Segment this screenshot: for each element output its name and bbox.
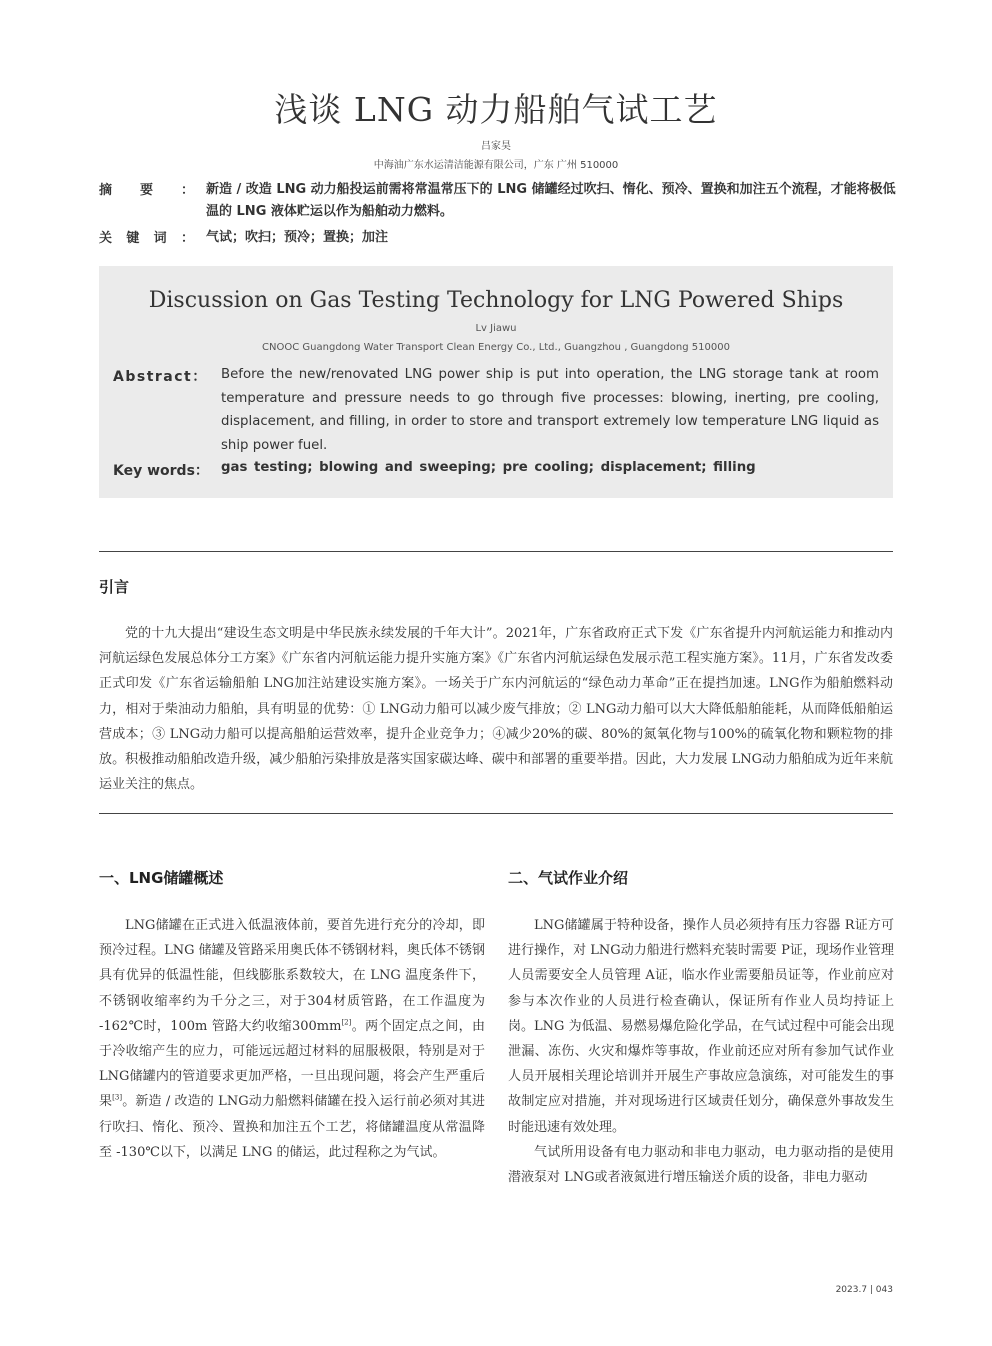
section2-paragraph-1: LNG储罐属于特种设备，操作人员必须持有压力容器 R证方可进行操作，对 LNG动力船进行燃料充装时需要 P证，现场作业管理人员需要安全人员管理 A证，临水作业需要船员证等，作业前应对参与本次作业的人员进行检查确认，保证所有作业人员均持证上岗。LNG 为低温、易燃易爆危险化学品，在气试过程中可能会出现泄漏、冻伤、火灾和爆炸等事故，作业前还应对所有参加气试作业人员开展相关理论培训并开展生产事故应急演练，对可能发生的事故制定应对措施，并对现场进行区域责任划分，确保意外事故发生时能迅速有效处理。 — [508, 918, 894, 1135]
section2-paragraph-2: 气试所用设备有电力驱动和非电力驱动，电力驱动指的是使用潜液泵对 LNG或者液氮进行增压输送介质的设备，非电力驱动 — [508, 1144, 894, 1186]
abstract-label: 摘 要 ： — [99, 183, 194, 198]
english-affiliation: CNOOC Guangdong Water Transport Clean Energy Co., Ltd., Guangzhou , Guangdong 510000 — [262, 342, 730, 353]
english-keywords-label: Key words： — [113, 463, 209, 479]
intro-paragraph: 党的十九大提出“建设生态文明是中华民族永续发展的千年大计”。2021年，广东省政府正式下发《广东省提升内河航运能力和推动内河航运绿色发展总体分工方案》《广东省内河航运能力提升实施方案》《广东省内河航运绿色发展示范工程实施方案》。11月，广东省发改委正式印发《广东省运输船舶 LNG加注站建设实施方案》。一场关于广东内河航运的“绿色动力革命”正在提挡加速。LNG作为船舶燃料动力，相对于柴油动力船舶，具有明显的优势：① LNG动力船可以减少废气排放；② LNG动力船可以大大降低船舶能耗，从而降低船舶运营成本；③ LNG动力船可以提高船舶运营效率，提升企业竞争力；④减少20%的碳、80%的氮氧化物与100%的硫氧化物和颗粒物的排放。积极推动船舶改造升级，减少船舶污染排放是落实国家碳达峰、碳中和部署的重要举措。因此，大力发展 LNG动力船舶成为近年来航运业关注的焦点。 — [99, 626, 893, 793]
citation-3: [3] — [112, 1094, 123, 1103]
author-affiliation: 中海油广东水运清洁能源有限公司，广东 广州 510000 — [373, 160, 619, 171]
section1-paragraph: LNG储罐在正式进入低温液体前，要首先进行充分的冷却，即预冷过程。LNG 储罐及管路采用奥氏体不锈钢材料，奥氏体不锈钢具有优异的低温性能，但线膨胀系数较大，在 LNG 温度条件下，不锈钢收缩率约为千分之三，对于304材质管路，在工作温度为 -162℃时，100m 管路大约收缩300mm[2]。两个固定点之间，由于冷收缩产生的应力，可能远远超过材料的屈服极限，特别是对于 LNG储罐内的管道要求更加严格，一旦出现问题，将会产生严重后果[3]。新造 / 改造的 LNG动力船燃料储罐在投入运行前必须对其进行吹扫、惰化、预冷、置换和加注五个工艺，将储罐温度从常温降至 -130℃以下，以满足 LNG 的储运，此过程称之为气试。 — [99, 918, 485, 1160]
section2-body — [508, 913, 894, 1190]
paper-title: 浅谈 LNG 动力船舶气试工艺 — [274, 90, 718, 129]
citation-2: [2] — [341, 1018, 352, 1027]
keywords-text: 气试；吹扫；预冷；置换；加注 — [206, 230, 389, 245]
keywords-label: 关 键 词 ： — [99, 231, 194, 246]
section2-heading: 二、气试作业介绍 — [508, 869, 629, 887]
english-abstract-box — [99, 266, 893, 498]
intro-heading: 引言 — [99, 578, 130, 596]
english-abstract-text: Before the new/renovated LNG power ship is put into operation, the LNG storage tank at room temperature and pressure needs to go through five processes: blowing, inerting, pre cooling, displacement, and filling, in order to store and transport extremely low temperature LNG liquid as ship power fuel. — [221, 367, 879, 453]
divider-bottom — [99, 813, 893, 814]
english-abstract-label: Abstract： — [113, 369, 208, 385]
author-name: 吕家昊 — [481, 141, 511, 152]
english-keywords-text: gas testing; blowing and sweeping; pre cooling; displacement; filling — [221, 460, 756, 475]
page-number: 2023.7 | 043 — [835, 1285, 893, 1295]
abstract-text: 新造 / 改造 LNG 动力船投运前需将常温常压下的 LNG 储罐经过吹扫、惰化、预冷、置换和加注五个流程，才能将极低温的 LNG 液体贮运以作为船舶动力燃料。 — [206, 182, 896, 219]
english-author: Lv Jiawu — [475, 323, 517, 334]
divider-top — [99, 551, 893, 552]
section1-heading: 一、LNG储罐概述 — [99, 869, 224, 887]
english-title: Discussion on Gas Testing Technology for LNG Powered Ships — [148, 288, 844, 313]
